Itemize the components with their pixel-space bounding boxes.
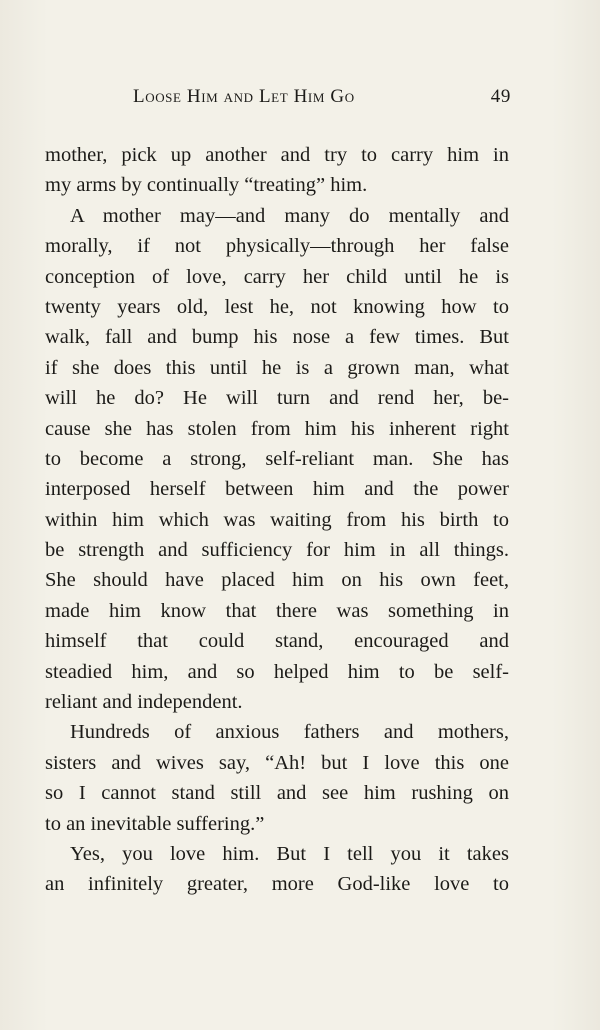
text-line: steadied him, and so helped him to be self- [45,660,509,683]
running-title: Loose Him and Let Him Go [133,86,355,107]
text-line: morally, if not physically—through her false [45,235,509,258]
text-line: mother, pick up another and try to carry him in [45,144,509,166]
text-line: to an inevitable suffering.” [45,812,265,835]
text-line: himself that could stand, encouraged and [45,630,509,653]
text-line: to become a strong, self-reliant man. She has [45,447,509,470]
text-line: an infinitely greater, more God-like love to [45,873,509,896]
text-line: She should have placed him on his own feet, [45,569,509,592]
running-head [133,86,511,116]
text-line: within him which was waiting from his birth to [45,508,509,531]
body-text [45,140,509,900]
text-line: interposed herself between him and the power [45,478,509,501]
text-line: cause she has stolen from him his inherent right [45,417,509,440]
text-line: walk, fall and bump his nose a few times. But [45,326,509,349]
text-line: made him know that there was something in [45,599,509,622]
text-line: reliant and independent. [45,691,243,714]
text-line: conception of love, carry her child until he is [45,265,509,288]
text-line: Yes, you love him. But I tell you it takes [70,842,509,865]
text-line: Hundreds of anxious fathers and mothers, [70,721,509,744]
text-line: so I cannot stand still and see him rushing on [45,782,509,805]
text-line: A mother may—and many do mentally and [70,204,509,227]
text-line: sisters and wives say, “Ah! but I love this one [45,751,509,774]
text-line: if she does this until he is a grown man, what [45,356,509,379]
text-line: be strength and sufficiency for him in all things. [45,539,509,562]
text-line: twenty years old, lest he, not knowing how to [45,295,509,318]
page-number: 49 [490,86,511,107]
text-line: will he do? He will turn and rend her, be- [45,387,509,410]
text-line: my arms by continually “treating” him. [45,174,368,197]
